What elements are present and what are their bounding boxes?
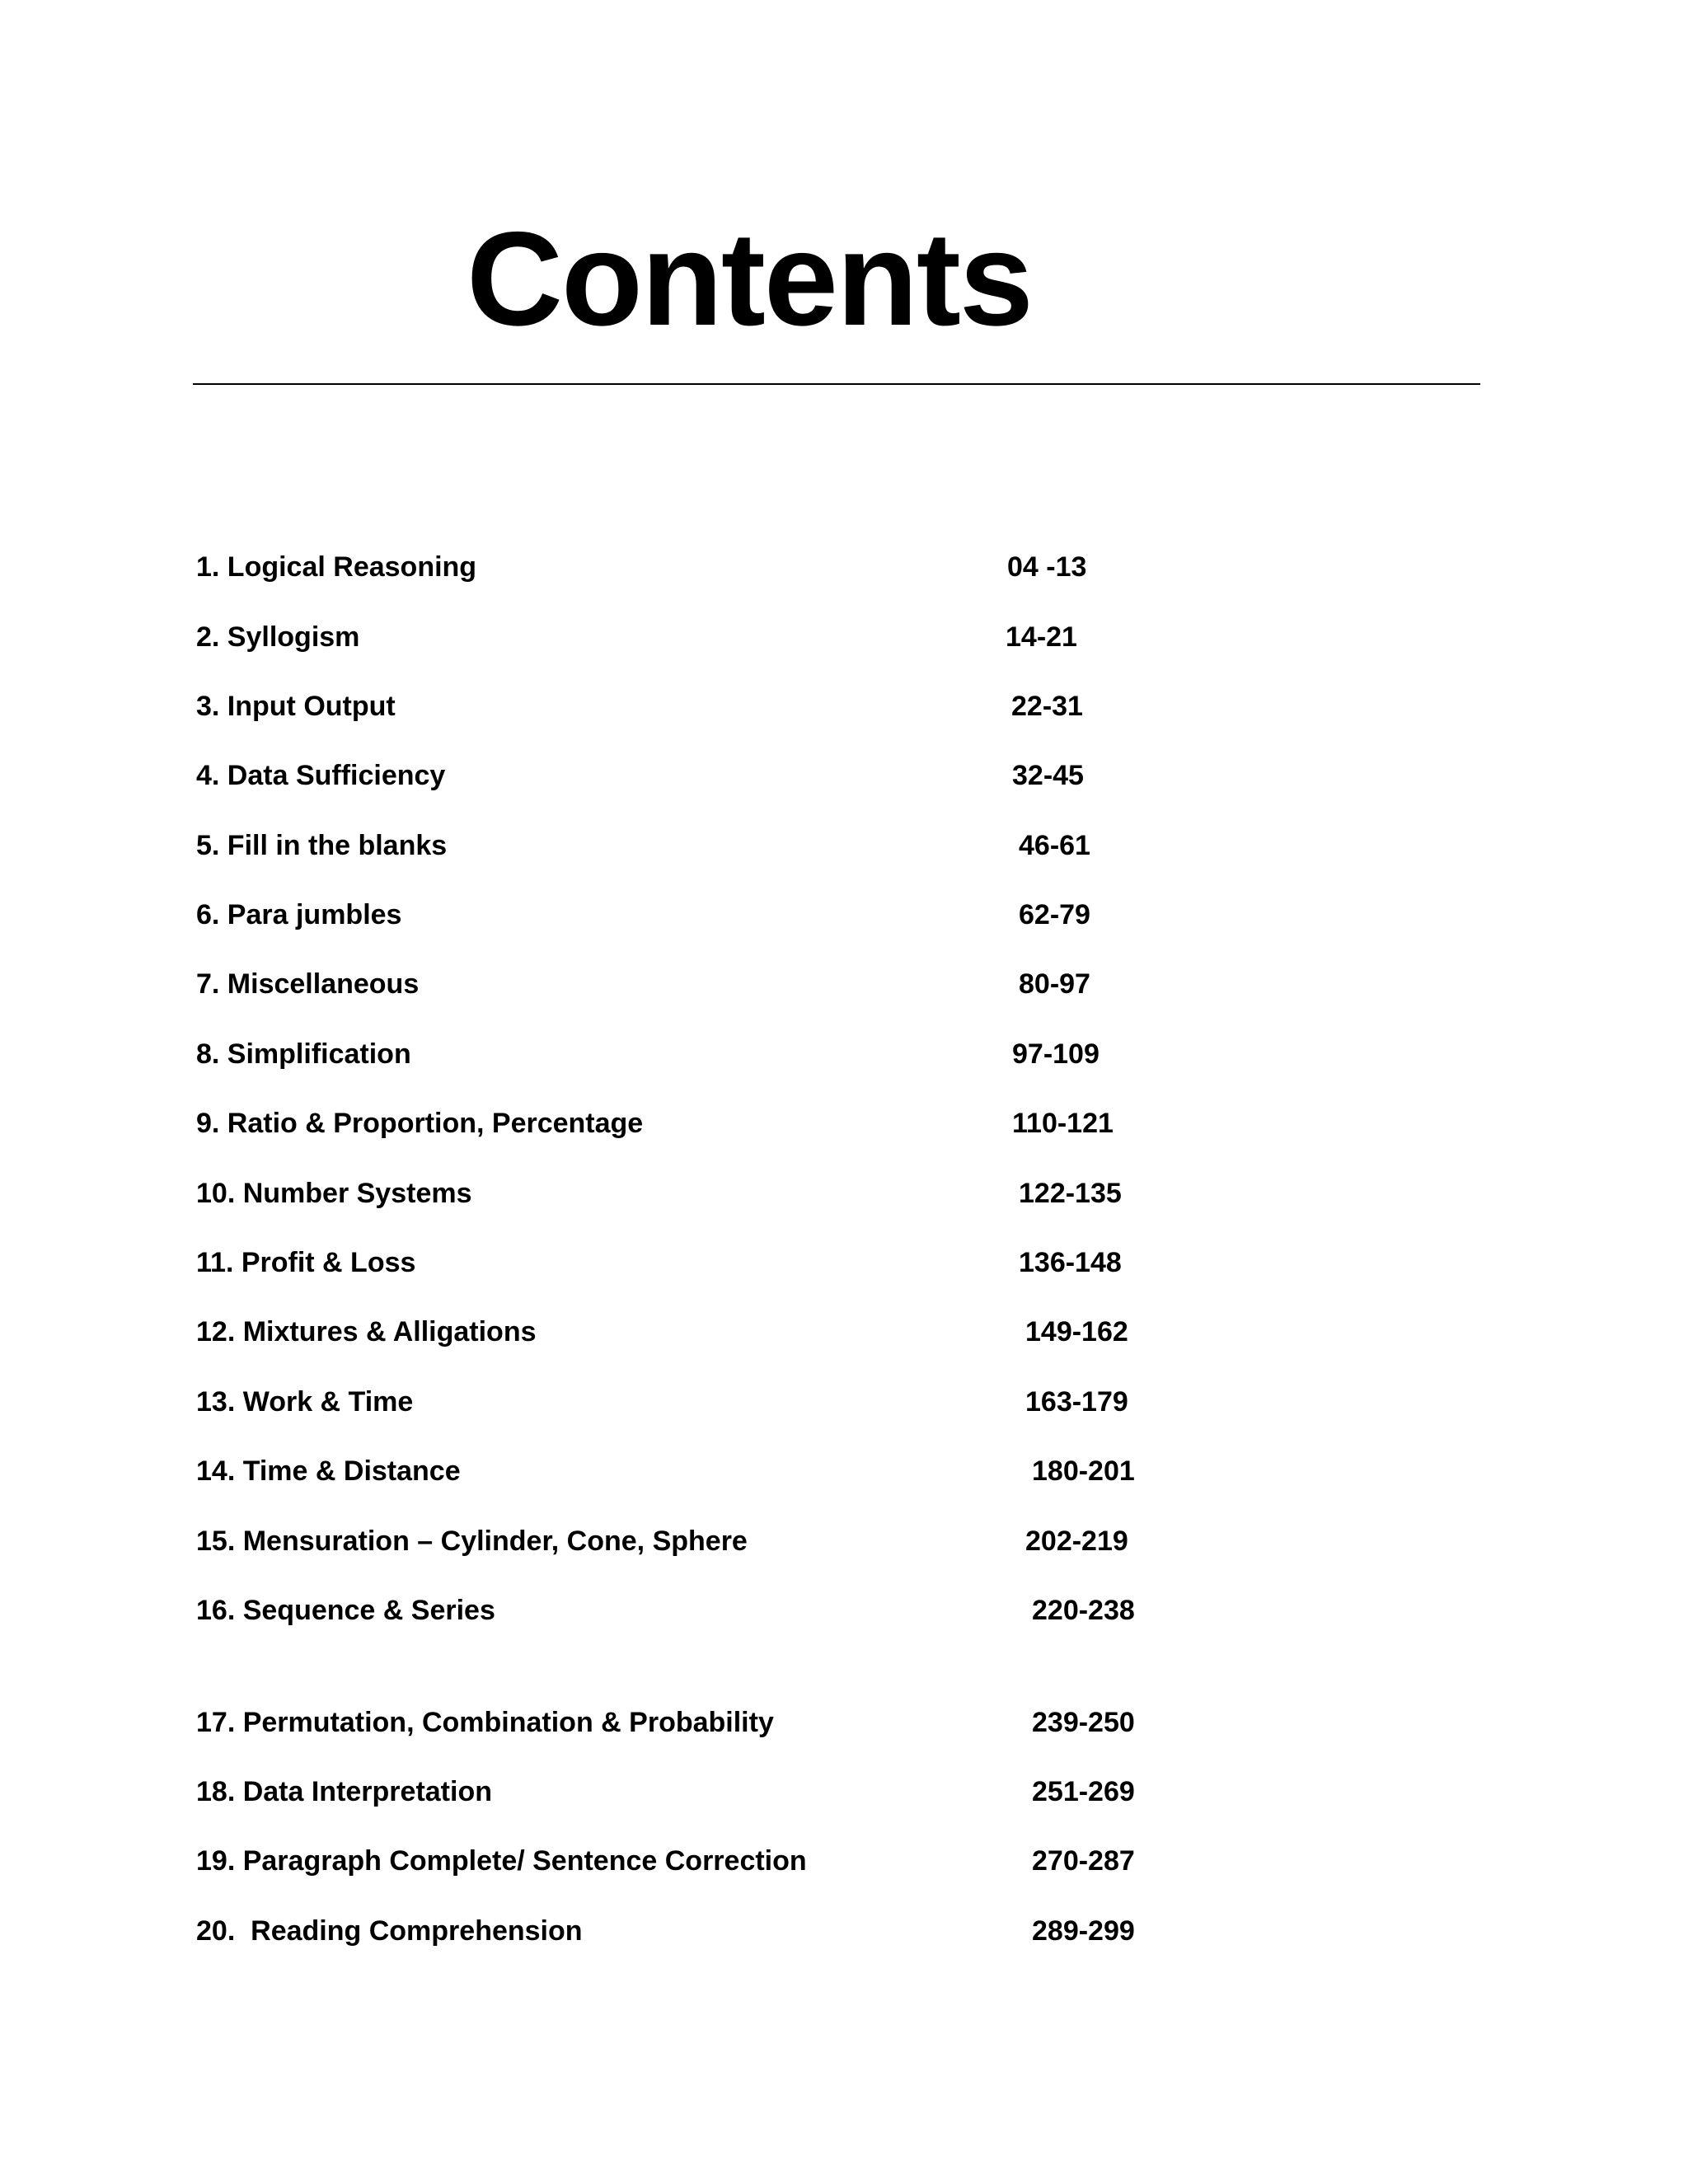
toc-entry — [0, 1314, 1688, 1350]
toc-entry-pages: 04 -13 — [1007, 551, 1087, 583]
toc-entry-title: 14. Time & Distance — [196, 1455, 461, 1487]
toc-entry — [0, 966, 1688, 1002]
toc-entry-pages: 289-299 — [1032, 1915, 1135, 1947]
page-title: Contents — [467, 204, 1032, 354]
toc-entry-title: 2. Syllogism — [196, 621, 360, 653]
toc-entry — [0, 1175, 1688, 1212]
toc-entry — [0, 1913, 1688, 1949]
toc-entry-title: 13. Work & Time — [196, 1386, 414, 1418]
toc-entry — [0, 1774, 1688, 1810]
toc-entry-title: 10. Number Systems — [196, 1178, 472, 1209]
toc-entry-pages: 149-162 — [1025, 1316, 1128, 1347]
toc-entry-pages: 220-238 — [1032, 1595, 1135, 1626]
toc-entry — [0, 1453, 1688, 1489]
toc-entry-title: 12. Mixtures & Alligations — [196, 1316, 537, 1347]
toc-entry — [0, 1592, 1688, 1629]
toc-entry-pages: 122-135 — [1019, 1178, 1122, 1209]
toc-entry-title: 16. Sequence & Series — [196, 1595, 495, 1626]
toc-entry — [0, 827, 1688, 864]
toc-entry-pages: 202-219 — [1025, 1526, 1128, 1557]
toc-entry — [0, 1036, 1688, 1072]
toc-entry-pages: 32-45 — [1012, 760, 1084, 791]
toc-entry-title: 3. Input Output — [196, 691, 396, 722]
toc-entry-pages: 14-21 — [1006, 621, 1077, 653]
toc-entry-title: 11. Profit & Loss — [196, 1247, 416, 1278]
toc-entry-pages: 46-61 — [1019, 830, 1090, 861]
toc-entry-pages: 239-250 — [1032, 1707, 1135, 1738]
toc-entry — [0, 1105, 1688, 1141]
toc-entry-pages: 251-269 — [1032, 1776, 1135, 1807]
toc-entry-title: 18. Data Interpretation — [196, 1776, 492, 1807]
toc-entry — [0, 619, 1688, 655]
toc-entry — [0, 897, 1688, 933]
toc-entry — [0, 757, 1688, 794]
toc-entry-title: 5. Fill in the blanks — [196, 830, 448, 861]
toc-entry — [0, 1384, 1688, 1420]
toc-entry-pages: 80-97 — [1019, 968, 1090, 1000]
toc-entry — [0, 688, 1688, 724]
toc-entry-pages: 180-201 — [1032, 1455, 1135, 1487]
toc-entry — [0, 1523, 1688, 1559]
toc-entry — [0, 1244, 1688, 1281]
toc-entry-title: 15. Mensuration – Cylinder, Cone, Sphere — [196, 1526, 748, 1557]
toc-entry-title: 20. Reading Comprehension — [196, 1915, 583, 1947]
toc-entry-title: 6. Para jumbles — [196, 899, 402, 930]
toc-entry-title: 8. Simplification — [196, 1038, 411, 1070]
toc-entry — [0, 549, 1688, 585]
toc-entry — [0, 1843, 1688, 1879]
toc-entry-pages: 62-79 — [1019, 899, 1090, 930]
toc-entry-pages: 136-148 — [1019, 1247, 1122, 1278]
toc-entry-title: 19. Paragraph Complete/ Sentence Correction — [196, 1845, 807, 1877]
toc-entry-title: 4. Data Sufficiency — [196, 760, 446, 791]
toc-entry-pages: 163-179 — [1025, 1386, 1128, 1418]
toc-entry-pages: 22-31 — [1011, 691, 1083, 722]
toc-entry-title: 17. Permutation, Combination & Probability — [196, 1707, 774, 1738]
toc-entry-pages: 270-287 — [1032, 1845, 1135, 1877]
toc-entry — [0, 1704, 1688, 1741]
toc-entry-title: 1. Logical Reasoning — [196, 551, 477, 583]
toc-entry-title: 7. Miscellaneous — [196, 968, 420, 1000]
toc-entry-pages: 97-109 — [1012, 1038, 1100, 1070]
toc-entry-pages: 110-121 — [1012, 1108, 1114, 1139]
toc-entry-title: 9. Ratio & Proportion, Percentage — [196, 1108, 644, 1139]
